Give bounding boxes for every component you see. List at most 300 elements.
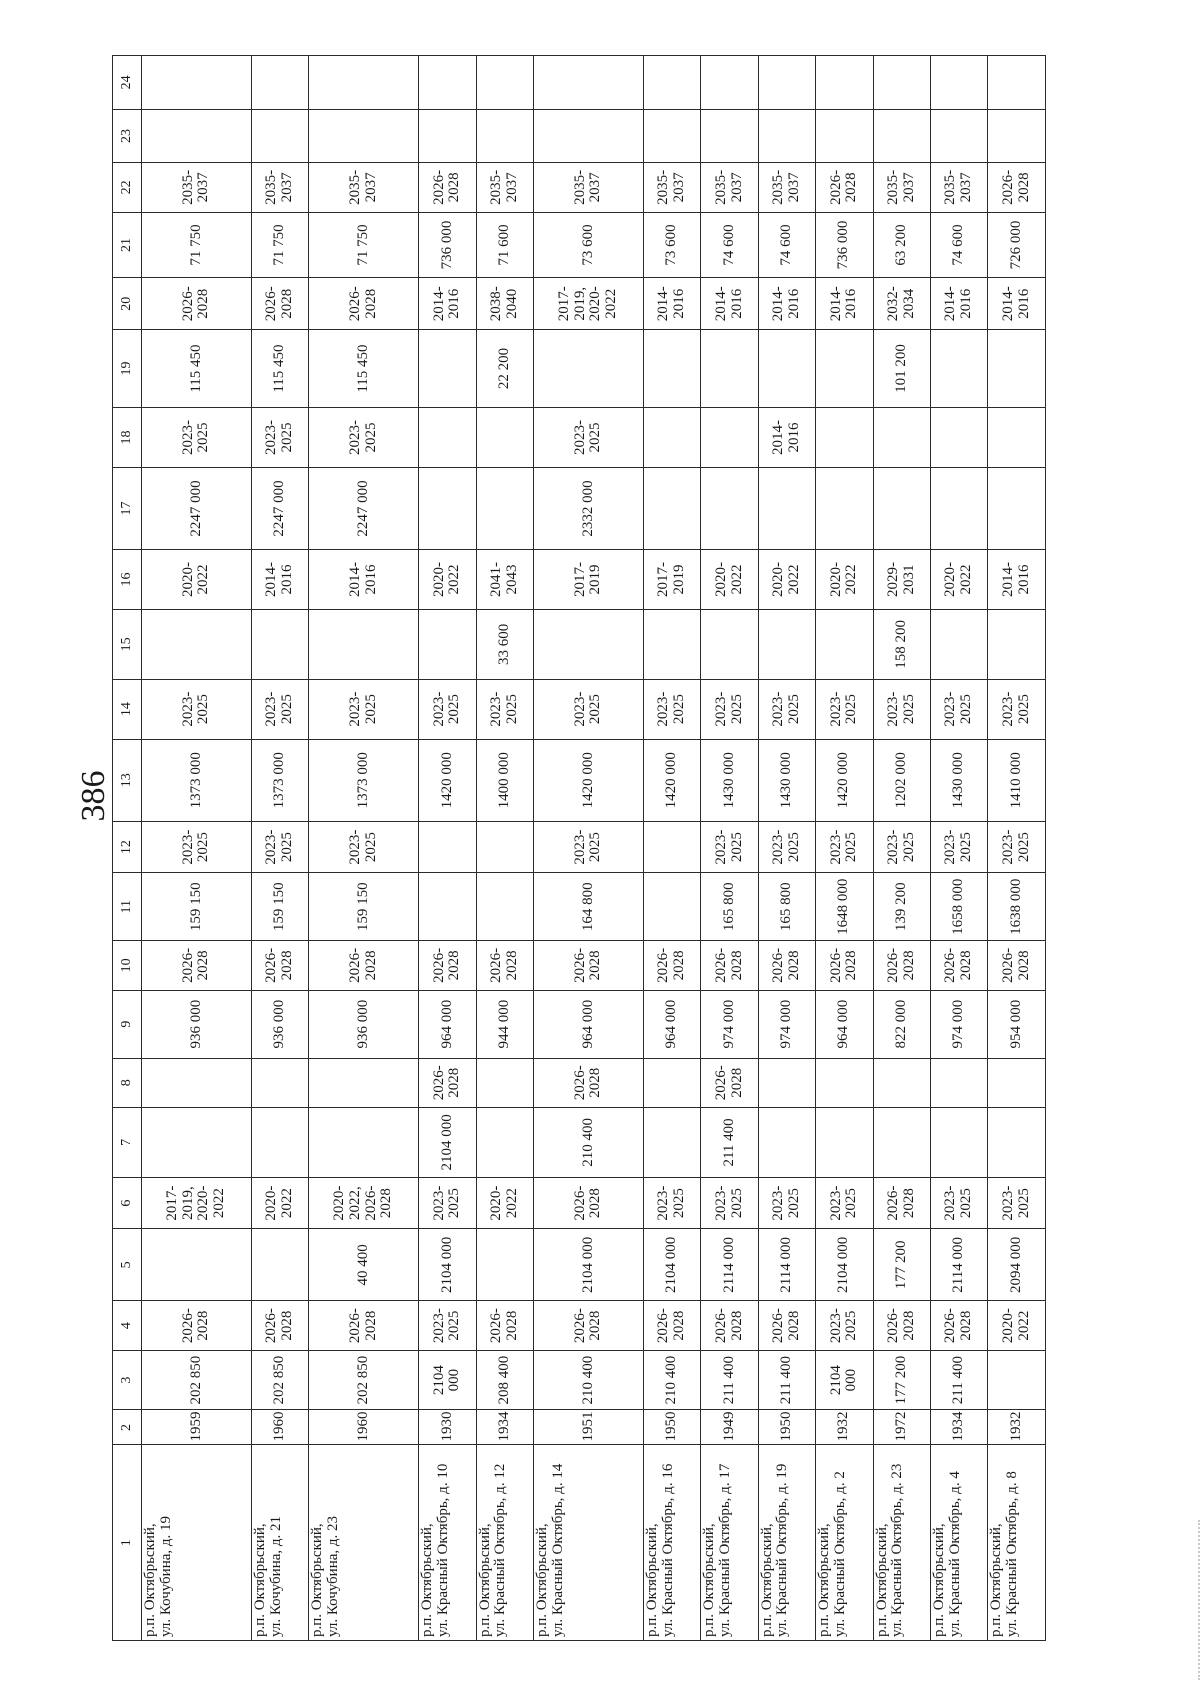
value-cell (309, 56, 419, 110)
value-cell (931, 609, 988, 679)
period-cell: 2029- 2031 (873, 550, 930, 610)
period-cell: 2023- 2025 (758, 821, 815, 872)
address-cell: р.п. Октябрьский, ул. Красный Октябрь, д. 16 (643, 1445, 700, 1641)
period-cell: 2020- 2022 (931, 550, 988, 610)
address-cell: р.п. Октябрьский, ул. Красный Октябрь, д. 10 (419, 1445, 476, 1641)
column-number-header: 16 (113, 550, 142, 610)
period-cell: 2026- 2028 (419, 1058, 476, 1107)
period-cell: 2014- 2016 (419, 278, 476, 329)
period-cell: 2023- 2025 (758, 679, 815, 739)
value-cell (873, 109, 930, 163)
address-cell: р.п. Октябрьский, ул. Красный Октябрь, д. 14 (534, 1445, 644, 1641)
table-row (476, 56, 533, 1641)
column-number-header: 17 (113, 467, 142, 549)
value-cell (701, 408, 758, 468)
year-built-cell: 1972 (873, 1410, 930, 1445)
value-cell: 115 450 (251, 329, 308, 407)
value-cell (816, 1058, 873, 1107)
period-cell: 2017- 2019, 2020- 2022 (534, 278, 644, 329)
value-cell: 822 000 (873, 990, 930, 1058)
value-cell (251, 1058, 308, 1107)
value-cell: 22 200 (476, 329, 533, 407)
value-cell (419, 329, 476, 407)
value-cell: 2104 000 (534, 1229, 644, 1301)
value-cell: 1400 000 (476, 739, 533, 821)
value-cell: 964 000 (643, 990, 700, 1058)
period-cell: 2023- 2025 (988, 679, 1046, 739)
period-cell: 2026- 2028 (251, 941, 308, 990)
value-cell: 210 400 (643, 1350, 700, 1410)
value-cell: 1658 000 (931, 873, 988, 941)
table-row (816, 56, 873, 1641)
value-cell: 964 000 (816, 990, 873, 1058)
value-cell: 211 400 (701, 1350, 758, 1410)
column-number-header: 23 (113, 109, 142, 163)
value-cell: 1420 000 (534, 739, 644, 821)
value-cell (816, 56, 873, 110)
table-row (643, 56, 700, 1641)
value-cell (758, 467, 815, 549)
period-cell: 2035- 2037 (758, 163, 815, 212)
table-row (534, 56, 644, 1641)
period-cell: 2023- 2025 (251, 408, 308, 468)
period-cell: 2026- 2028 (142, 278, 252, 329)
value-cell: 2104 000 (816, 1229, 873, 1301)
period-cell: 2023- 2025 (931, 679, 988, 739)
period-cell: 2014- 2016 (251, 550, 308, 610)
value-cell (419, 821, 476, 872)
value-cell (419, 56, 476, 110)
value-cell (643, 329, 700, 407)
period-cell: 2017- 2019 (534, 550, 644, 610)
value-cell (643, 1107, 700, 1177)
value-cell: 1373 000 (251, 739, 308, 821)
period-cell: 2023- 2025 (419, 1301, 476, 1350)
period-cell: 2035- 2037 (251, 163, 308, 212)
value-cell (758, 1058, 815, 1107)
period-cell: 2017- 2019 (643, 550, 700, 610)
value-cell: 63 200 (873, 212, 930, 278)
period-cell: 2017- 2019, 2020- 2022 (142, 1177, 252, 1228)
period-cell: 2014- 2016 (988, 550, 1046, 610)
value-cell (988, 1107, 1046, 1177)
value-cell (988, 109, 1046, 163)
value-cell: 1420 000 (419, 739, 476, 821)
value-cell: 139 200 (873, 873, 930, 941)
value-cell: 177 200 (873, 1350, 930, 1410)
value-cell: 2104 000 (419, 1107, 476, 1177)
page-number: 386 (75, 770, 112, 822)
period-cell: 2026- 2028 (534, 1058, 644, 1107)
column-number-header: 1 (113, 1445, 142, 1641)
value-cell (643, 109, 700, 163)
period-cell: 2035- 2037 (476, 163, 533, 212)
value-cell: 726 000 (988, 212, 1046, 278)
value-cell: 202 850 (251, 1350, 308, 1410)
period-cell: 2035- 2037 (142, 163, 252, 212)
value-cell: 159 150 (142, 873, 252, 941)
period-cell: 2026- 2028 (251, 278, 308, 329)
table-row (142, 56, 252, 1641)
period-cell: 2035- 2037 (931, 163, 988, 212)
value-cell: 964 000 (419, 990, 476, 1058)
column-number-header: 8 (113, 1058, 142, 1107)
value-cell: 211 400 (758, 1350, 815, 1410)
value-cell (142, 609, 252, 679)
period-cell: 2026- 2028 (476, 1301, 533, 1350)
period-cell: 2023- 2025 (701, 821, 758, 872)
period-cell: 2026- 2028 (873, 1301, 930, 1350)
value-cell (931, 56, 988, 110)
year-built-cell: 1960 (309, 1410, 419, 1445)
period-cell: 2026- 2028 (931, 941, 988, 990)
period-cell: 2023- 2025 (251, 821, 308, 872)
period-cell: 2026- 2028 (309, 278, 419, 329)
period-cell: 2035- 2037 (534, 163, 644, 212)
period-cell: 2023- 2025 (701, 1177, 758, 1228)
value-cell (419, 408, 476, 468)
value-cell (251, 56, 308, 110)
year-built-cell: 1932 (988, 1410, 1046, 1445)
period-cell: 2026- 2028 (142, 941, 252, 990)
value-cell (701, 56, 758, 110)
address-cell: р.п. Октябрьский, ул. Красный Октябрь, д. 23 (873, 1445, 930, 1641)
period-cell: 2026- 2028 (251, 1301, 308, 1350)
value-cell (931, 467, 988, 549)
value-cell: 2332 000 (534, 467, 644, 549)
year-built-cell: 1934 (931, 1410, 988, 1445)
value-cell (873, 1058, 930, 1107)
period-cell: 2026- 2028 (309, 941, 419, 990)
value-cell: 71 750 (309, 212, 419, 278)
value-cell (873, 1107, 930, 1177)
period-cell: 2035- 2037 (701, 163, 758, 212)
period-cell: 2041- 2043 (476, 550, 533, 610)
table-row (419, 56, 476, 1641)
period-cell: 2026- 2028 (643, 941, 700, 990)
value-cell: 2104 000 (419, 1229, 476, 1301)
value-cell: 936 000 (142, 990, 252, 1058)
column-number-header: 10 (113, 941, 142, 990)
period-cell: 2014- 2016 (988, 278, 1046, 329)
period-cell: 2026- 2028 (643, 1301, 700, 1350)
period-cell: 2023- 2025 (643, 1177, 700, 1228)
value-cell (758, 329, 815, 407)
value-cell: 2094 000 (988, 1229, 1046, 1301)
value-cell: 165 800 (701, 873, 758, 941)
value-cell (534, 609, 644, 679)
value-cell (701, 329, 758, 407)
value-cell: 1420 000 (816, 739, 873, 821)
address-cell: р.п. Октябрьский, ул. Кочубина, д. 21 (251, 1445, 308, 1641)
value-cell (816, 408, 873, 468)
value-cell (476, 1058, 533, 1107)
value-cell (988, 609, 1046, 679)
value-cell: 2114 000 (931, 1229, 988, 1301)
period-cell: 2026- 2028 (873, 1177, 930, 1228)
column-number-header: 24 (113, 56, 142, 110)
period-cell: 2026- 2028 (988, 163, 1046, 212)
year-built-cell: 1934 (476, 1410, 533, 1445)
value-cell (873, 467, 930, 549)
value-cell (476, 1107, 533, 1177)
value-cell (142, 56, 252, 110)
value-cell: 2114 000 (758, 1229, 815, 1301)
period-cell: 2026- 2028 (931, 1301, 988, 1350)
column-number-header: 20 (113, 278, 142, 329)
value-cell (534, 56, 644, 110)
address-cell: р.п. Октябрьский, ул. Красный Октябрь, д. 8 (988, 1445, 1046, 1641)
year-built-cell: 1932 (816, 1410, 873, 1445)
period-cell: 2023- 2025 (988, 1177, 1046, 1228)
value-cell: 33 600 (476, 609, 533, 679)
column-number-header: 2 (113, 1410, 142, 1445)
table-row (251, 56, 308, 1641)
value-cell (988, 467, 1046, 549)
period-cell: 2020- 2022 (701, 550, 758, 610)
value-cell (931, 109, 988, 163)
column-number-header: 3 (113, 1350, 142, 1410)
value-cell (476, 1229, 533, 1301)
table-row (758, 56, 815, 1641)
value-cell: 1202 000 (873, 739, 930, 821)
value-cell (931, 1107, 988, 1177)
period-cell: 2026- 2028 (309, 1301, 419, 1350)
value-cell: 210 400 (534, 1107, 644, 1177)
period-cell: 2023- 2025 (758, 1177, 815, 1228)
value-cell: 1430 000 (931, 739, 988, 821)
value-cell: 1373 000 (309, 739, 419, 821)
value-cell: 164 800 (534, 873, 644, 941)
year-built-cell: 1950 (758, 1410, 815, 1445)
period-cell: 2023- 2025 (251, 679, 308, 739)
value-cell (476, 821, 533, 872)
period-cell: 2023- 2025 (309, 821, 419, 872)
value-cell (643, 467, 700, 549)
table-body (113, 56, 1046, 1641)
value-cell: 202 850 (142, 1350, 252, 1410)
value-cell (419, 609, 476, 679)
period-cell: 2026- 2028 (758, 941, 815, 990)
year-built-cell: 1951 (534, 1410, 644, 1445)
year-built-cell: 1949 (701, 1410, 758, 1445)
address-cell: р.п. Октябрьский, ул. Красный Октябрь, д. 12 (476, 1445, 533, 1641)
value-cell: 936 000 (309, 990, 419, 1058)
period-cell: 2014- 2016 (758, 278, 815, 329)
value-cell (309, 1058, 419, 1107)
period-cell: 2038- 2040 (476, 278, 533, 329)
value-cell (931, 1058, 988, 1107)
column-number-header: 11 (113, 873, 142, 941)
period-cell: 2023- 2025 (142, 821, 252, 872)
value-cell: 736 000 (419, 212, 476, 278)
period-cell: 2023- 2025 (309, 408, 419, 468)
value-cell (643, 1058, 700, 1107)
value-cell (643, 873, 700, 941)
period-cell: 2032- 2034 (873, 278, 930, 329)
value-cell: 2104 000 (419, 1350, 476, 1410)
value-cell (251, 109, 308, 163)
value-cell (758, 609, 815, 679)
table-row (873, 56, 930, 1641)
period-cell: 2020- 2022 (816, 550, 873, 610)
period-cell: 2026- 2028 (758, 1301, 815, 1350)
header-row (113, 56, 142, 1641)
value-cell (701, 467, 758, 549)
value-cell (988, 329, 1046, 407)
period-cell: 2023- 2025 (309, 679, 419, 739)
column-number-header: 5 (113, 1229, 142, 1301)
value-cell: 71 600 (476, 212, 533, 278)
value-cell (251, 609, 308, 679)
value-cell (309, 609, 419, 679)
period-cell: 2026- 2028 (701, 1058, 758, 1107)
year-built-cell: 1959 (142, 1410, 252, 1445)
period-cell: 2023- 2025 (419, 679, 476, 739)
period-cell: 2035- 2037 (643, 163, 700, 212)
period-cell: 2020- 2022 (251, 1177, 308, 1228)
rotated-table-wrapper (112, 55, 1046, 1641)
value-cell: 73 600 (534, 212, 644, 278)
value-cell (309, 109, 419, 163)
period-cell: 2035- 2037 (873, 163, 930, 212)
period-cell: 2026- 2028 (701, 1301, 758, 1350)
period-cell: 2020- 2022 (476, 1177, 533, 1228)
address-cell: р.п. Октябрьский, ул. Кочубина, д. 19 (142, 1445, 252, 1641)
value-cell: 71 750 (142, 212, 252, 278)
value-cell (816, 109, 873, 163)
period-cell: 2026- 2028 (534, 1301, 644, 1350)
value-cell: 202 850 (309, 1350, 419, 1410)
period-cell: 2023- 2025 (873, 679, 930, 739)
column-number-header: 12 (113, 821, 142, 872)
period-cell: 2023- 2025 (931, 821, 988, 872)
value-cell: 944 000 (476, 990, 533, 1058)
value-cell: 177 200 (873, 1229, 930, 1301)
value-cell: 2114 000 (701, 1229, 758, 1301)
value-cell: 74 600 (931, 212, 988, 278)
address-cell: р.п. Октябрьский, ул. Красный Октябрь, д. 19 (758, 1445, 815, 1641)
table-row (309, 56, 419, 1641)
value-cell: 101 200 (873, 329, 930, 407)
value-cell (309, 1107, 419, 1177)
value-cell (643, 408, 700, 468)
period-cell: 2026- 2028 (816, 941, 873, 990)
column-number-header: 14 (113, 679, 142, 739)
value-cell (758, 1107, 815, 1177)
year-built-cell: 1950 (643, 1410, 700, 1445)
table-row (988, 56, 1046, 1641)
value-cell: 115 450 (142, 329, 252, 407)
value-cell (873, 408, 930, 468)
value-cell: 210 400 (534, 1350, 644, 1410)
value-cell: 74 600 (758, 212, 815, 278)
column-number-header: 9 (113, 990, 142, 1058)
period-cell: 2023- 2025 (534, 408, 644, 468)
column-number-header: 6 (113, 1177, 142, 1228)
column-number-header: 22 (113, 163, 142, 212)
period-cell: 2014- 2016 (816, 278, 873, 329)
period-cell: 2014- 2016 (758, 408, 815, 468)
value-cell (419, 873, 476, 941)
period-cell: 2035- 2037 (309, 163, 419, 212)
period-cell: 2014- 2016 (309, 550, 419, 610)
value-cell (988, 408, 1046, 468)
address-cell: р.п. Октябрьский, ул. Красный Октябрь, д. 4 (931, 1445, 988, 1641)
value-cell (142, 1107, 252, 1177)
period-cell: 2020- 2022 (142, 550, 252, 610)
period-cell: 2023- 2025 (701, 679, 758, 739)
value-cell (251, 1229, 308, 1301)
value-cell: 1430 000 (758, 739, 815, 821)
value-cell (816, 329, 873, 407)
value-cell: 974 000 (931, 990, 988, 1058)
value-cell: 159 150 (251, 873, 308, 941)
period-cell: 2026- 2028 (534, 1177, 644, 1228)
value-cell (988, 1058, 1046, 1107)
period-cell: 2023- 2025 (142, 408, 252, 468)
address-cell: р.п. Октябрьский, ул. Кочубина, д. 23 (309, 1445, 419, 1641)
value-cell: 1420 000 (643, 739, 700, 821)
period-cell: 2023- 2025 (988, 821, 1046, 872)
period-cell: 2026- 2028 (873, 941, 930, 990)
value-cell (758, 109, 815, 163)
period-cell: 2026- 2028 (419, 941, 476, 990)
address-cell: р.п. Октябрьский, ул. Красный Октябрь, д. 17 (701, 1445, 758, 1641)
value-cell: 974 000 (758, 990, 815, 1058)
column-number-header: 7 (113, 1107, 142, 1177)
value-cell (142, 1229, 252, 1301)
period-cell: 2023- 2025 (419, 1177, 476, 1228)
period-cell: 2014- 2016 (931, 278, 988, 329)
table-row (701, 56, 758, 1641)
value-cell: 2247 000 (142, 467, 252, 549)
value-cell (758, 56, 815, 110)
column-number-header: 18 (113, 408, 142, 468)
period-cell: 2023- 2025 (534, 821, 644, 872)
address-cell: р.п. Октябрьский, ул. Красный Октябрь, д. 2 (816, 1445, 873, 1641)
year-built-cell: 1930 (419, 1410, 476, 1445)
period-cell: 2023- 2025 (142, 679, 252, 739)
period-cell: 2014- 2016 (701, 278, 758, 329)
period-cell: 2020- 2022, 2026- 2028 (309, 1177, 419, 1228)
year-built-cell: 1960 (251, 1410, 308, 1445)
value-cell (476, 408, 533, 468)
value-cell: 73 600 (643, 212, 700, 278)
value-cell: 71 750 (251, 212, 308, 278)
value-cell: 2104 000 (643, 1229, 700, 1301)
value-cell (419, 109, 476, 163)
period-cell: 2023- 2025 (534, 679, 644, 739)
period-cell: 2020- 2022 (988, 1301, 1046, 1350)
period-cell: 2026- 2028 (988, 941, 1046, 990)
value-cell: 936 000 (251, 990, 308, 1058)
period-cell: 2026- 2028 (419, 163, 476, 212)
value-cell (988, 1350, 1046, 1410)
value-cell (476, 467, 533, 549)
value-cell: 974 000 (701, 990, 758, 1058)
value-cell (251, 1107, 308, 1177)
value-cell: 1638 000 (988, 873, 1046, 941)
period-cell: 2023- 2025 (816, 1301, 873, 1350)
value-cell: 964 000 (534, 990, 644, 1058)
value-cell: 1648 000 (816, 873, 873, 941)
value-cell: 2247 000 (309, 467, 419, 549)
period-cell: 2023- 2025 (643, 679, 700, 739)
period-cell: 2014- 2016 (643, 278, 700, 329)
repair-schedule-table (112, 55, 1046, 1641)
value-cell (142, 109, 252, 163)
